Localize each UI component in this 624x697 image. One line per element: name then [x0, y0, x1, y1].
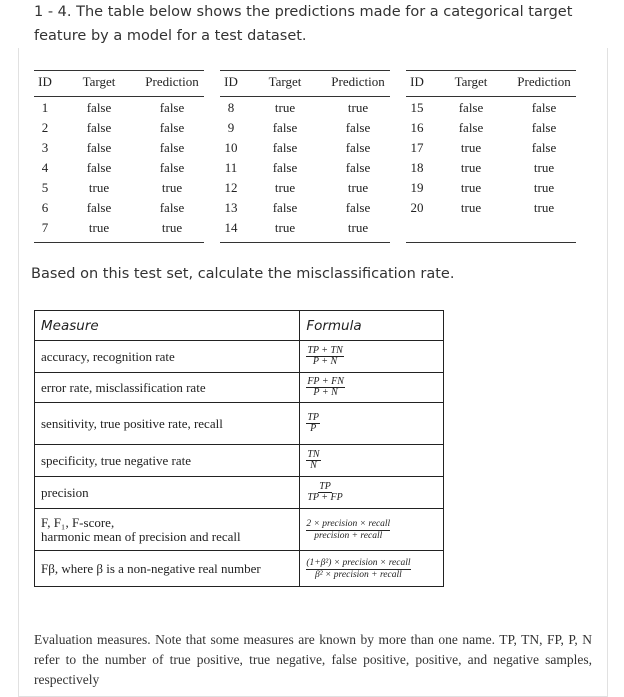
prediction-cell: true: [347, 180, 369, 195]
table-rule: [34, 96, 204, 97]
measure-name: Fβ, where β is a non-negative real number: [35, 551, 300, 587]
table-row: [34, 118, 204, 138]
table-row: [34, 138, 204, 158]
numerator: TP: [307, 412, 319, 423]
id-cell: 15: [410, 100, 424, 115]
column-header: ID: [38, 74, 52, 89]
table-row: [220, 198, 390, 218]
id-cell: 2: [41, 120, 49, 135]
denominator: precision + recall: [314, 530, 383, 541]
id-cell: 5: [41, 180, 49, 195]
target-cell: false: [458, 120, 484, 135]
measure-name-line: harmonic mean of precision and recall: [41, 528, 241, 544]
target-cell: true: [274, 100, 296, 115]
formula-cell: [300, 445, 444, 477]
table-row: [220, 218, 390, 238]
prediction-cell: false: [159, 200, 185, 215]
id-cell: 14: [224, 220, 238, 235]
target-cell: false: [86, 160, 112, 175]
table-row: [220, 98, 390, 118]
prediction-cell: false: [531, 100, 557, 115]
column-header: ID: [224, 74, 238, 89]
target-cell: false: [458, 100, 484, 115]
id-cell: 17: [410, 140, 424, 155]
numerator: FP + FN: [307, 376, 344, 387]
table-row: [406, 158, 576, 178]
formula-fraction: [306, 482, 343, 503]
table-row: [406, 138, 576, 158]
formula-cell: [300, 341, 444, 373]
table-row: [406, 118, 576, 138]
column-header: Prediction: [517, 74, 571, 89]
table-rule: [406, 242, 576, 243]
table-row: [34, 158, 204, 178]
column-header: Target: [82, 74, 116, 89]
prediction-cell: false: [159, 100, 185, 115]
prediction-cell: false: [345, 160, 371, 175]
id-cell: 16: [410, 120, 424, 135]
table-row: [406, 98, 576, 118]
table-row: [220, 178, 390, 198]
target-cell: false: [272, 160, 298, 175]
id-cell: 4: [41, 160, 49, 175]
table-rule: [220, 242, 390, 243]
id-cell: 19: [410, 180, 424, 195]
formula-cell: [300, 477, 444, 509]
id-cell: 6: [41, 200, 49, 215]
formula-header: Formula: [300, 311, 444, 341]
formula-fraction: [306, 413, 320, 434]
instruction-text: Based on this test set, calculate the misclassification rate.: [31, 266, 455, 282]
target-cell: false: [86, 120, 112, 135]
measure-name: error rate, misclassification rate: [35, 373, 300, 403]
target-cell: false: [272, 200, 298, 215]
measure-row-f-beta: [35, 551, 444, 587]
formula-cell: [300, 509, 444, 551]
target-cell: true: [274, 180, 296, 195]
id-cell: 12: [224, 180, 238, 195]
table-row: [220, 158, 390, 178]
measure-row-precision: [35, 477, 444, 509]
id-cell: 11: [224, 160, 238, 175]
numerator: TN: [307, 449, 320, 460]
target-cell: true: [460, 160, 482, 175]
id-cell: 3: [41, 140, 49, 155]
measure-row-sensitivity: [35, 403, 444, 445]
measure-row-accuracy: [35, 341, 444, 373]
numerator: 2 × precision × recall: [306, 518, 391, 529]
table-row: [220, 118, 390, 138]
id-cell: 9: [227, 120, 235, 135]
prediction-cell: false: [345, 140, 371, 155]
prediction-cell: false: [159, 140, 185, 155]
target-cell: false: [86, 200, 112, 215]
formula-fraction: [306, 346, 343, 367]
id-cell: 7: [41, 220, 49, 235]
denominator: β² × precision + recall: [315, 569, 402, 580]
target-cell: true: [88, 180, 110, 195]
prediction-cell: false: [531, 120, 557, 135]
formula-fraction: [306, 558, 410, 581]
target-cell: true: [460, 180, 482, 195]
measure-row-specificity: [35, 445, 444, 477]
numerator: (1+β²) × precision × recall: [306, 557, 411, 568]
measure-name: accuracy, recognition rate: [35, 341, 300, 373]
prediction-cell: true: [533, 180, 555, 195]
measures-header-row: [35, 311, 444, 341]
prediction-cell: true: [161, 180, 183, 195]
numerator: TP: [319, 481, 331, 492]
column-header: ID: [410, 74, 424, 89]
measure-header: Measure: [35, 311, 300, 341]
table-row: [220, 138, 390, 158]
id-cell: 20: [410, 200, 424, 215]
denominator: N: [310, 460, 317, 471]
denominator: P + N: [313, 387, 338, 398]
formula-fraction: [306, 450, 320, 471]
measure-name: specificity, true negative rate: [35, 445, 300, 477]
column-header: Target: [454, 74, 488, 89]
prediction-cell: false: [159, 120, 185, 135]
target-cell: false: [272, 140, 298, 155]
target-cell: true: [460, 200, 482, 215]
formula-fraction: [306, 377, 345, 398]
table-rule: [406, 96, 576, 97]
prediction-cell: false: [159, 160, 185, 175]
measures-table: [34, 310, 444, 587]
table-row: [406, 198, 576, 218]
denominator: P: [310, 423, 317, 434]
column-header: Target: [268, 74, 302, 89]
question-text: 1 - 4. The table below shows the predictions made for a categorical target feature by a model for a test dataset.: [34, 4, 573, 44]
id-cell: 8: [227, 100, 235, 115]
measure-name-line: F, F₁, F-score,: [41, 514, 115, 530]
column-header: Prediction: [145, 74, 199, 89]
table-row: [34, 198, 204, 218]
denominator: P + N: [312, 356, 338, 367]
target-cell: false: [86, 100, 112, 115]
target-cell: false: [272, 120, 298, 135]
target-cell: true: [88, 220, 110, 235]
prediction-cell: true: [347, 220, 369, 235]
id-cell: 1: [41, 100, 49, 115]
formula-cell: [300, 373, 444, 403]
column-header: Prediction: [331, 74, 385, 89]
id-cell: 10: [224, 140, 238, 155]
table-row: [34, 98, 204, 118]
measure-name: sensitivity, true positive rate, recall: [35, 403, 300, 445]
table-caption: Evaluation measures. Note that some measures are known by more than one name. TP, TN, FP, P, N refer to the number of true positive, true negative, false positive, positive, and negative samples, respectively: [34, 632, 592, 687]
prediction-cell: true: [533, 160, 555, 175]
prediction-cell: true: [347, 100, 369, 115]
formula-cell: [300, 551, 444, 587]
measure-row-error-rate: [35, 373, 444, 403]
numerator: TP + TN: [307, 345, 343, 356]
measure-name: [35, 509, 300, 551]
formula-cell: [300, 403, 444, 445]
table-row: [34, 218, 204, 238]
prediction-cell: false: [531, 140, 557, 155]
id-cell: 13: [224, 200, 238, 215]
table-row: [34, 178, 204, 198]
target-cell: false: [86, 140, 112, 155]
prediction-cell: true: [533, 200, 555, 215]
measure-row-f-score: [35, 509, 444, 551]
prediction-cell: true: [161, 220, 183, 235]
formula-fraction: [306, 519, 390, 542]
prediction-cell: false: [345, 200, 371, 215]
measure-name: precision: [35, 477, 300, 509]
table-row: [406, 178, 576, 198]
table-rule: [220, 96, 390, 97]
prediction-cell: false: [345, 120, 371, 135]
id-cell: 18: [410, 160, 424, 175]
denominator: TP + FP: [307, 492, 343, 503]
table-rule: [34, 242, 204, 243]
target-cell: true: [460, 140, 482, 155]
target-cell: true: [274, 220, 296, 235]
